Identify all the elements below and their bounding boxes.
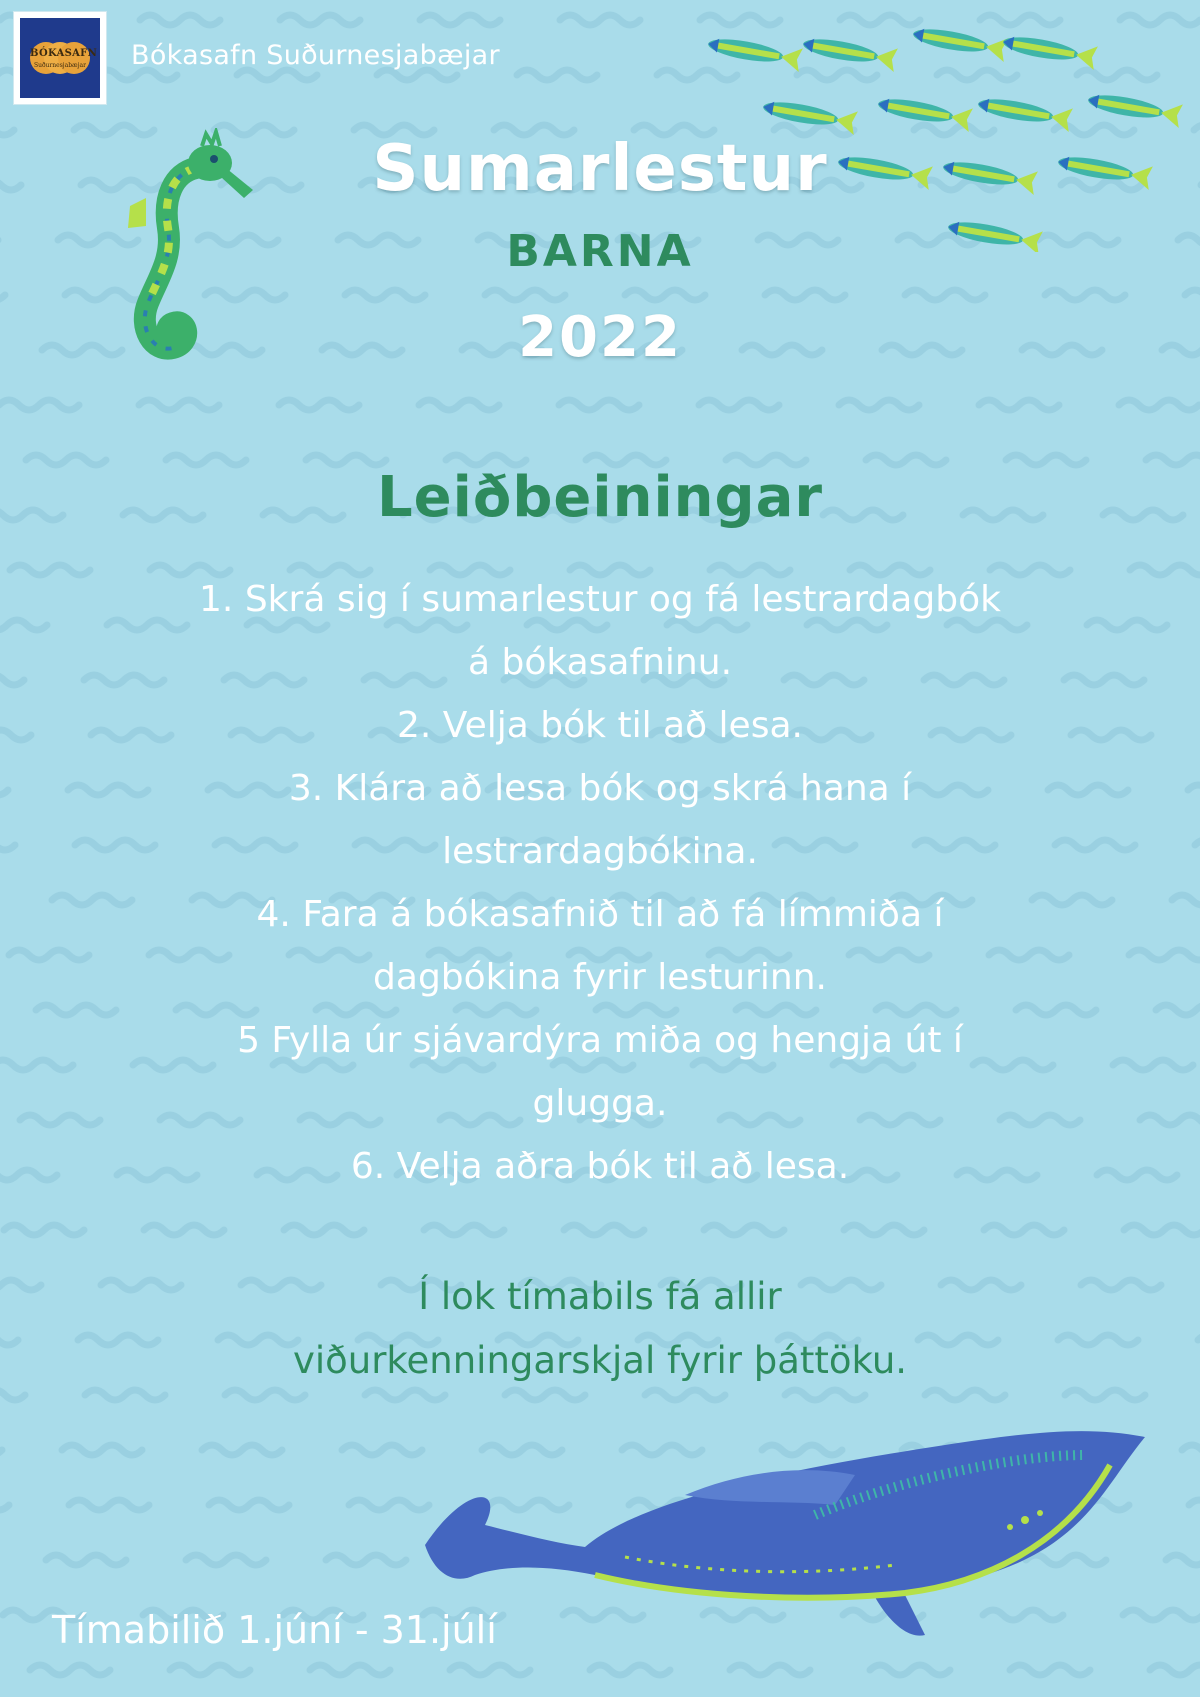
fish-icon [911,22,1008,62]
wave-mark [1195,840,1200,850]
instruction-line: 2. Velja bók til að lesa. [397,705,803,746]
instruction-line: 5 Fylla úr sjávardýra miða og hengja út í [237,1020,963,1061]
wave-mark [345,290,425,300]
wave-mark [866,455,946,465]
wave-mark [237,70,317,80]
period-text: Tímabilið 1.júní - 31.júlí [52,1608,497,1652]
fish-icon [761,95,858,135]
wave-mark [420,15,500,25]
wave-mark [419,400,499,410]
wave-mark [726,455,806,465]
wave-mark [485,290,565,300]
wave-mark [0,1060,73,1070]
wave-mark [839,400,919,410]
wave-mark [69,1500,149,1510]
wave-mark [625,290,705,300]
wave-mark [559,400,639,410]
closing-line: Í lok tímabils fá allir [418,1275,782,1318]
wave-mark [4,1225,84,1235]
instruction-line: 6. Velja aðra bók til að lesa. [350,1146,850,1187]
wave-mark [1045,290,1125,300]
fish-icon [976,92,1073,132]
wave-mark [586,455,666,465]
wave-mark [564,1225,644,1235]
wave-mark [905,290,985,300]
wave-mark [1189,1500,1200,1510]
wave-mark [699,400,779,410]
page-subtitle: BARNA [506,226,694,277]
wave-mark [0,1170,57,1180]
fish-icon [1086,88,1183,128]
wave-mark [1188,785,1200,795]
wave-mark [765,290,845,300]
closing-note [0,1265,1200,1393]
instructions-heading: Leiðbeiningar [376,465,823,530]
wave-mark [730,1665,810,1675]
wave-mark [844,1225,924,1235]
wave-mark [140,15,220,25]
wave-mark [1129,950,1200,960]
wave-mark [0,290,5,300]
wave-mark [279,400,359,410]
whale-illustration [385,1425,1145,1665]
wave-mark [1130,565,1200,575]
wave-mark [144,1225,224,1235]
wave-mark [1150,1665,1200,1675]
fish-icon [1001,30,1098,70]
wave-mark [97,70,177,80]
wave-mark [306,455,386,465]
wave-mark [46,1555,126,1565]
wave-mark [450,1665,530,1675]
fish-icon [706,32,803,72]
wave-mark [209,1500,289,1510]
instruction-line: 1. Skrá sig í sumarlestur og fá lestrardagbók [199,579,1001,620]
instruction-line: á bókasafninu. [467,642,733,683]
wave-mark [1119,400,1199,410]
year: 2022 [518,305,682,370]
instruction-line: 4. Fara á bókasafnið til að fá límmiða í [256,894,944,935]
wave-mark [186,1555,266,1565]
wave-mark [0,620,47,630]
wave-mark [202,1445,282,1455]
instruction-line: 3. Klára að lesa bók og skrá hana í [288,768,912,809]
wave-mark [446,455,526,465]
wave-mark [1146,455,1200,465]
wave-mark [0,675,24,685]
wave-mark [166,455,246,465]
wave-mark [1006,455,1086,465]
library-logo [14,12,106,104]
wave-mark [1156,1005,1200,1015]
instruction-line: glugga. [532,1083,668,1124]
wave-mark [0,730,31,740]
wave-mark [9,950,89,960]
fish-icon [801,32,898,72]
wave-mark [517,70,597,80]
wave-mark [139,400,219,410]
wave-mark [1140,1115,1200,1125]
wave-mark [170,1665,250,1675]
logo-line2: Suðurnesjabæjar [33,62,87,69]
wave-mark [424,1225,504,1235]
wave-mark [62,1445,142,1455]
wave-mark [26,455,106,465]
fish-icon [876,92,973,132]
wave-mark [1182,1445,1200,1455]
wave-mark [870,1665,950,1675]
organization-name: Bókasafn Suðurnesjabæjar [131,40,500,71]
wave-mark [30,1665,110,1675]
wave-mark [1185,290,1200,300]
wave-mark [0,400,79,410]
wave-mark [0,1500,9,1510]
wave-mark [0,840,15,850]
closing-line: viðurkenningarskjal fyrir þáttöku. [292,1339,908,1382]
wave-mark [310,1665,390,1675]
wave-mark [377,70,457,80]
wave-mark [560,15,640,25]
instruction-line: dagbókina fyrir lesturinn. [373,957,827,998]
wave-mark [284,1225,364,1235]
page-title: Sumarlestur [372,132,828,206]
wave-mark [1010,1665,1090,1675]
wave-mark [590,1665,670,1675]
wave-mark [984,1225,1064,1235]
wave-mark [1113,1060,1193,1070]
wave-mark [10,565,90,575]
instruction-line: lestrardagbókina. [442,831,758,872]
wave-mark [1166,1555,1200,1565]
wave-mark [1124,1225,1200,1235]
wave-mark [0,785,8,795]
logo-line1: BÓKASAFN [30,48,98,59]
wave-mark [280,15,360,25]
wave-mark [0,1445,2,1455]
instructions-list [80,568,1120,1198]
wave-mark [979,400,1059,410]
wave-mark [704,1225,784,1235]
wave-mark [1172,895,1200,905]
